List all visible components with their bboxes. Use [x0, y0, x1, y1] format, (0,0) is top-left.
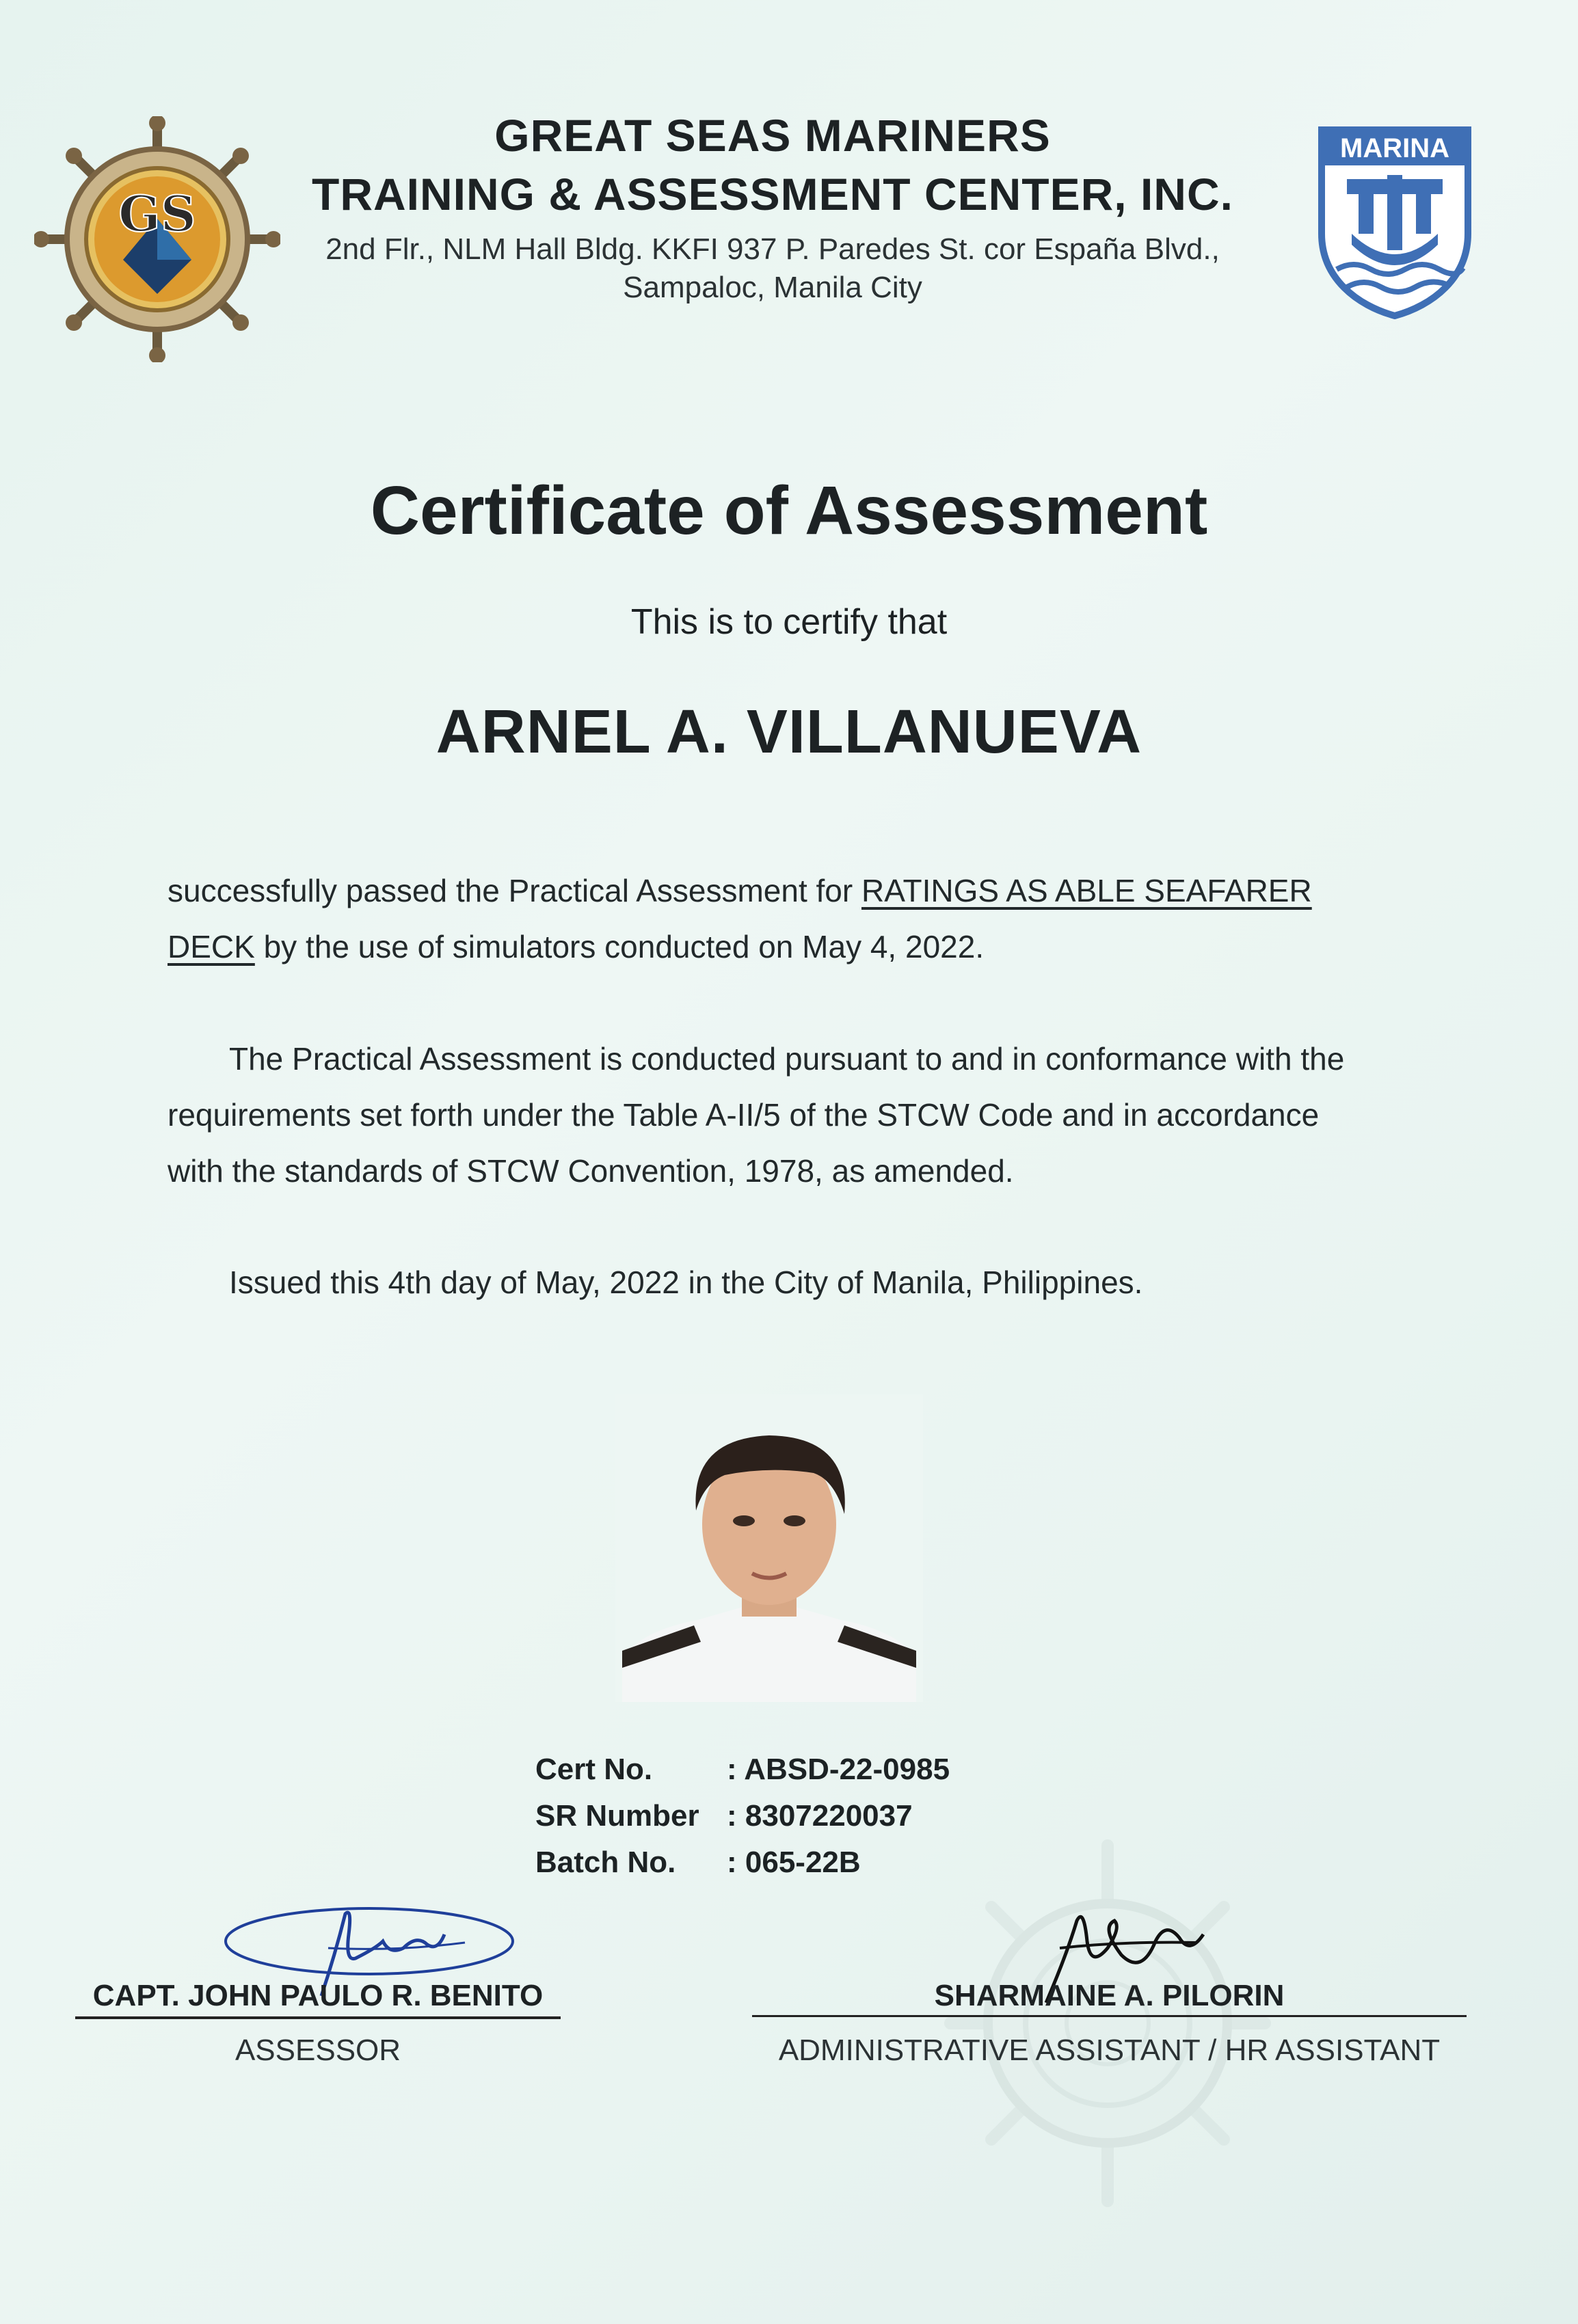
- assessor-title: ASSESSOR: [235, 2033, 401, 2067]
- batch-number-value: : 065-22B: [727, 1846, 861, 1879]
- gs-logo-text: GS: [118, 185, 196, 243]
- org-address-line1: 2nd Flr., NLM Hall Bldg. KKFI 937 P. Paredes St. cor España Blvd.,: [325, 232, 1220, 266]
- certify-line: This is to certify that: [630, 602, 948, 642]
- assessment-text-end: by the use of simulators conducted on May 4, 2022.: [254, 929, 985, 964]
- conformance-paragraph: [168, 1031, 1381, 1199]
- assessment-paragraph: [168, 863, 1381, 975]
- conformance-text: The Practical Assessment is conducted pursuant to and in conformance with the requirements set forth under the Table A-II/5 of the STCW Code and in accordance with the standards of STCW Convention, 1978, as amended.: [168, 1041, 1345, 1189]
- course-name: RATINGS AS ABLE SEAFARER DECK: [168, 873, 1312, 964]
- batch-number-label: Batch No.: [535, 1846, 676, 1879]
- cert-number-label: Cert No.: [535, 1753, 653, 1786]
- cert-number-row: [535, 1746, 950, 1793]
- gs-ship-wheel-logo: [34, 116, 280, 362]
- recipient-photo: [615, 1394, 923, 1702]
- marina-logo-text: MARINA: [1340, 133, 1449, 163]
- sr-number-value: : 8307220037: [727, 1799, 913, 1833]
- org-name-line1: GREAT SEAS MARINERS: [494, 110, 1051, 161]
- recipient-name: ARNEL A. VILLANUEVA: [436, 698, 1142, 766]
- org-name-line2: TRAINING & ASSESSMENT CENTER, INC.: [312, 169, 1233, 219]
- embossed-seal: [937, 1832, 1279, 2215]
- sr-number-row: [535, 1793, 950, 1839]
- certificate-title: Certificate of Assessment: [370, 472, 1208, 549]
- assessor-name: CAPT. JOHN PAULO R. BENITO: [92, 1979, 544, 2012]
- sr-number-label: SR Number: [535, 1799, 699, 1833]
- assessment-text-start: successfully passed the Practical Assessment for: [168, 873, 861, 908]
- org-address-line2: Sampaloc, Manila City: [623, 271, 922, 304]
- issued-paragraph: [168, 1254, 1381, 1310]
- hr-assistant-name: SHARMAINE A. PILORIN: [934, 1979, 1285, 2012]
- hr-assistant-signature-line: [752, 2015, 1467, 2017]
- hr-assistant-title: ADMINISTRATIVE ASSISTANT / HR ASSISTANT: [778, 2033, 1441, 2067]
- batch-number-row: [535, 1839, 950, 1886]
- marina-shield-logo: [1316, 124, 1473, 320]
- issued-text: Issued this 4th day of May, 2022 in the City of Manila, Philippines.: [229, 1265, 1143, 1300]
- certificate-details: [535, 1746, 950, 1886]
- cert-number-value: : ABSD-22-0985: [727, 1753, 950, 1786]
- assessor-signature-line: [75, 2016, 561, 2019]
